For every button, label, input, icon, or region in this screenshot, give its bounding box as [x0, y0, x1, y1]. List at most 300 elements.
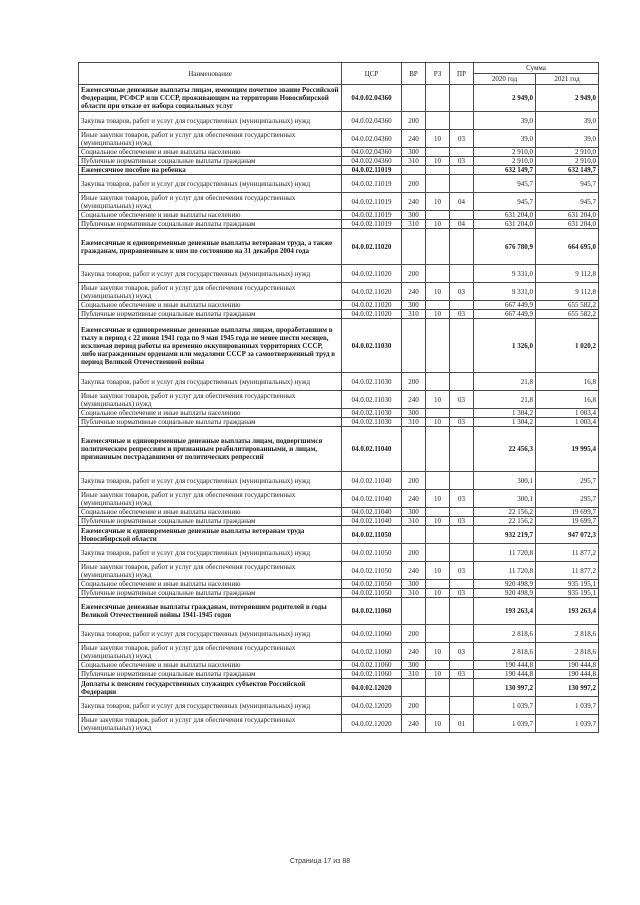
- row-pr: [450, 679, 474, 697]
- table-row: [79, 301, 599, 310]
- table-row: [79, 544, 599, 562]
- table-row: [79, 526, 599, 544]
- row-rz: [426, 625, 450, 643]
- row-name: Публичные нормативные социальные выплаты гражданам: [79, 310, 342, 319]
- row-name: Социальное обеспечение и иные выплаты населению: [79, 508, 342, 517]
- row-vr: 310: [402, 418, 426, 427]
- row-vr: 240: [402, 283, 426, 301]
- row-vr: 310: [402, 157, 426, 166]
- row-pr: [450, 373, 474, 391]
- row-csr: 04.0.02.11019: [342, 220, 402, 229]
- row-name: Публичные нормативные социальные выплаты гражданам: [79, 220, 342, 229]
- table-row: [79, 490, 599, 508]
- row-sum-2021: 947 072,3: [536, 526, 599, 544]
- row-vr: [402, 427, 426, 472]
- row-sum-2021: 130 997,2: [536, 679, 599, 697]
- row-csr: 04.0.02.11060: [342, 670, 402, 679]
- row-sum-2020: 945,7: [474, 193, 536, 211]
- row-name: Закупка товаров, работ и услуг для государственных (муниципальных) нужд: [79, 472, 342, 490]
- row-name: Ежемесячные и единовременные денежные выплаты ветеранам труда, а также гражданам, приравненным к ним по состоянию на 31 декабря 2004 года: [79, 229, 342, 265]
- row-csr: 04.0.02.11050: [342, 580, 402, 589]
- row-sum-2020: 190 444,8: [474, 661, 536, 670]
- table-row: [79, 148, 599, 157]
- row-csr: 04.0.02.11030: [342, 418, 402, 427]
- row-rz: 10: [426, 715, 450, 733]
- row-csr: 04.0.02.11030: [342, 373, 402, 391]
- row-pr: 03: [450, 517, 474, 526]
- row-sum-2020: 11 720,8: [474, 544, 536, 562]
- row-pr: [450, 508, 474, 517]
- row-sum-2021: 2 818,6: [536, 625, 599, 643]
- row-name: Иные закупки товаров, работ и услуг для обеспечения государственных (муниципальных) нужд: [79, 130, 342, 148]
- row-sum-2020: 22 156,2: [474, 508, 536, 517]
- row-vr: 300: [402, 580, 426, 589]
- row-name: Социальное обеспечение и иные выплаты населению: [79, 301, 342, 310]
- header-year-2021: 2021 год: [536, 74, 599, 85]
- row-sum-2020: 130 997,2: [474, 679, 536, 697]
- row-sum-2020: 300,1: [474, 472, 536, 490]
- table-row: [79, 580, 599, 589]
- row-name: Закупка товаров, работ и услуг для государственных (муниципальных) нужд: [79, 625, 342, 643]
- row-name: Закупка товаров, работ и услуг для государственных (муниципальных) нужд: [79, 544, 342, 562]
- row-pr: [450, 229, 474, 265]
- row-sum-2021: 16,8: [536, 373, 599, 391]
- row-csr: 04.0.02.11040: [342, 517, 402, 526]
- row-csr: 04.0.02.04360: [342, 112, 402, 130]
- row-vr: 310: [402, 670, 426, 679]
- table-row: [79, 472, 599, 490]
- row-sum-2021: 1 003,4: [536, 418, 599, 427]
- row-sum-2021: 945,7: [536, 175, 599, 193]
- table-row: [79, 310, 599, 319]
- row-sum-2021: 9 112,8: [536, 265, 599, 283]
- row-sum-2020: 22 156,2: [474, 517, 536, 526]
- row-vr: 300: [402, 148, 426, 157]
- row-vr: 240: [402, 643, 426, 661]
- row-vr: 300: [402, 211, 426, 220]
- row-pr: 04: [450, 220, 474, 229]
- row-sum-2021: 190 444,8: [536, 670, 599, 679]
- row-sum-2021: 11 877,2: [536, 562, 599, 580]
- row-sum-2020: 945,7: [474, 175, 536, 193]
- row-csr: 04.0.02.11030: [342, 409, 402, 418]
- table-row: [79, 193, 599, 211]
- row-pr: [450, 427, 474, 472]
- table-body: [79, 85, 599, 733]
- row-name: Ежемесячные денежные выплаты гражданам, потерявшим родителей в годы Великой Отечественной войны 1941-1945 годов: [79, 598, 342, 625]
- row-sum-2020: 2 818,6: [474, 625, 536, 643]
- row-vr: [402, 85, 426, 112]
- row-vr: 310: [402, 517, 426, 526]
- row-csr: 04.0.02.12020: [342, 715, 402, 733]
- table-row: [79, 517, 599, 526]
- row-sum-2021: 16,8: [536, 391, 599, 409]
- row-rz: [426, 661, 450, 670]
- row-rz: 10: [426, 517, 450, 526]
- table-row: [79, 625, 599, 643]
- row-sum-2021: 9 112,8: [536, 283, 599, 301]
- row-rz: [426, 580, 450, 589]
- row-rz: [426, 679, 450, 697]
- row-sum-2020: 932 219,7: [474, 526, 536, 544]
- row-sum-2020: 11 720,8: [474, 562, 536, 580]
- row-vr: 310: [402, 310, 426, 319]
- table-row: [79, 409, 599, 418]
- row-rz: 10: [426, 643, 450, 661]
- row-pr: [450, 580, 474, 589]
- row-sum-2021: 2 949,0: [536, 85, 599, 112]
- table-row: [79, 265, 599, 283]
- row-vr: 200: [402, 175, 426, 193]
- table-row: [79, 157, 599, 166]
- row-sum-2021: 935 195,1: [536, 580, 599, 589]
- row-rz: [426, 229, 450, 265]
- table-row: [79, 508, 599, 517]
- row-sum-2021: 11 877,2: [536, 544, 599, 562]
- row-rz: [426, 301, 450, 310]
- row-sum-2020: 39,0: [474, 130, 536, 148]
- row-rz: [426, 148, 450, 157]
- row-rz: 10: [426, 130, 450, 148]
- row-pr: 03: [450, 589, 474, 598]
- row-pr: 04: [450, 193, 474, 211]
- row-vr: 300: [402, 409, 426, 418]
- row-sum-2021: 631 204,0: [536, 211, 599, 220]
- row-name: Публичные нормативные социальные выплаты гражданам: [79, 418, 342, 427]
- row-pr: 03: [450, 283, 474, 301]
- row-name: Ежемесячные и единовременные денежные выплаты ветеранам труда Новосибирской области: [79, 526, 342, 544]
- row-csr: 04.0.02.11060: [342, 625, 402, 643]
- row-csr: 04.0.02.11040: [342, 472, 402, 490]
- row-csr: 04.0.02.11040: [342, 508, 402, 517]
- row-csr: 04.0.02.11019: [342, 193, 402, 211]
- row-sum-2021: 1 020,2: [536, 319, 599, 373]
- row-vr: 310: [402, 220, 426, 229]
- row-vr: 300: [402, 301, 426, 310]
- row-pr: 03: [450, 391, 474, 409]
- row-rz: 10: [426, 562, 450, 580]
- row-csr: 04.0.02.11050: [342, 589, 402, 598]
- row-sum-2021: 193 263,4: [536, 598, 599, 625]
- row-name: Социальное обеспечение и иные выплаты населению: [79, 211, 342, 220]
- row-sum-2020: 1 304,2: [474, 418, 536, 427]
- row-csr: 04.0.02.11050: [342, 544, 402, 562]
- row-vr: 200: [402, 373, 426, 391]
- row-vr: 310: [402, 589, 426, 598]
- row-sum-2020: 2 910,0: [474, 157, 536, 166]
- row-rz: [426, 409, 450, 418]
- budget-table-container: [78, 62, 598, 733]
- table-row: [79, 373, 599, 391]
- row-pr: [450, 319, 474, 373]
- row-name: Публичные нормативные социальные выплаты гражданам: [79, 670, 342, 679]
- row-vr: [402, 229, 426, 265]
- row-pr: 01: [450, 715, 474, 733]
- row-pr: [450, 175, 474, 193]
- row-sum-2020: 631 204,0: [474, 211, 536, 220]
- row-pr: [450, 85, 474, 112]
- row-rz: [426, 697, 450, 715]
- row-sum-2020: 300,1: [474, 490, 536, 508]
- table-row: [79, 643, 599, 661]
- row-vr: 200: [402, 697, 426, 715]
- row-pr: 03: [450, 157, 474, 166]
- row-csr: 04.0.02.11019: [342, 211, 402, 220]
- row-rz: [426, 544, 450, 562]
- row-rz: 10: [426, 490, 450, 508]
- row-csr: 04.0.02.11050: [342, 526, 402, 544]
- row-pr: 03: [450, 418, 474, 427]
- row-sum-2021: 655 582,2: [536, 310, 599, 319]
- row-csr: 04.0.02.11040: [342, 490, 402, 508]
- table-row: [79, 283, 599, 301]
- row-sum-2020: 9 331,0: [474, 265, 536, 283]
- row-pr: [450, 526, 474, 544]
- row-vr: 240: [402, 490, 426, 508]
- page-number: Страница 17 из 88: [289, 858, 351, 865]
- row-pr: [450, 148, 474, 157]
- row-rz: [426, 526, 450, 544]
- row-vr: 200: [402, 544, 426, 562]
- table-row: [79, 175, 599, 193]
- table-row: [79, 418, 599, 427]
- row-sum-2020: 1 304,2: [474, 409, 536, 418]
- row-name: Публичные нормативные социальные выплаты гражданам: [79, 589, 342, 598]
- row-vr: 200: [402, 265, 426, 283]
- row-sum-2021: 1 039,7: [536, 697, 599, 715]
- header-year-2020: 2020 год: [474, 74, 536, 85]
- row-vr: 240: [402, 391, 426, 409]
- table-row: [79, 715, 599, 733]
- row-pr: [450, 112, 474, 130]
- row-pr: 03: [450, 643, 474, 661]
- row-rz: [426, 598, 450, 625]
- row-csr: 04.0.02.12020: [342, 679, 402, 697]
- header-csr: ЦСР: [342, 63, 402, 85]
- row-sum-2020: 920 498,9: [474, 589, 536, 598]
- row-pr: [450, 409, 474, 418]
- row-sum-2021: 655 582,2: [536, 301, 599, 310]
- row-sum-2021: 19 995,4: [536, 427, 599, 472]
- row-sum-2020: 2 949,0: [474, 85, 536, 112]
- row-pr: 03: [450, 130, 474, 148]
- row-sum-2020: 193 263,4: [474, 598, 536, 625]
- row-sum-2021: 631 204,0: [536, 220, 599, 229]
- row-vr: 300: [402, 508, 426, 517]
- row-name: Ежемесячные и единовременные денежные выплаты лицам, проработавшим в тылу в период с 22 июня 1941 года по 9 мая 1945 года не менее шести месяцев, исключая период работы на временно оккупированных территориях СССР, либо награжденным орденами или медалями СССР за самоотверженный труд в период Великой Отечественной войны: [79, 319, 342, 373]
- table-row: [79, 112, 599, 130]
- row-sum-2020: 632 149,7: [474, 166, 536, 175]
- table-row: [79, 697, 599, 715]
- table-row: [79, 130, 599, 148]
- header-sum: Сумма: [474, 63, 599, 74]
- row-sum-2021: 1 039,7: [536, 715, 599, 733]
- row-sum-2021: 935 195,1: [536, 589, 599, 598]
- row-csr: 04.0.02.12020: [342, 697, 402, 715]
- row-sum-2020: 22 456,3: [474, 427, 536, 472]
- row-vr: [402, 166, 426, 175]
- table-row: [79, 211, 599, 220]
- row-vr: 240: [402, 130, 426, 148]
- row-sum-2021: 632 149,7: [536, 166, 599, 175]
- table-row: [79, 166, 599, 175]
- row-rz: [426, 427, 450, 472]
- row-pr: [450, 211, 474, 220]
- row-rz: [426, 508, 450, 517]
- row-csr: 04.0.02.11060: [342, 643, 402, 661]
- row-sum-2021: 664 695,0: [536, 229, 599, 265]
- row-sum-2020: 676 780,9: [474, 229, 536, 265]
- row-vr: 200: [402, 625, 426, 643]
- row-csr: 04.0.02.11020: [342, 265, 402, 283]
- row-name: Закупка товаров, работ и услуг для государственных (муниципальных) нужд: [79, 175, 342, 193]
- row-vr: [402, 526, 426, 544]
- row-sum-2020: 2 818,6: [474, 643, 536, 661]
- table-row: [79, 598, 599, 625]
- header-vr: ВР: [402, 63, 426, 85]
- row-csr: 04.0.02.04360: [342, 130, 402, 148]
- row-sum-2020: 1 039,7: [474, 715, 536, 733]
- row-pr: [450, 661, 474, 670]
- row-sum-2020: 9 331,0: [474, 283, 536, 301]
- row-name: Иные закупки товаров, работ и услуг для обеспечения государственных (муниципальных) нужд: [79, 283, 342, 301]
- row-pr: [450, 544, 474, 562]
- row-pr: [450, 598, 474, 625]
- row-rz: [426, 319, 450, 373]
- row-rz: [426, 112, 450, 130]
- row-rz: 10: [426, 157, 450, 166]
- row-csr: 04.0.02.11020: [342, 310, 402, 319]
- row-name: Ежемесячные денежные выплаты лицам, имеющим почетное звание Российской Федерации, РСФСР или СССР, проживающим на территории Новосибирской области при отказе от набора социальных услуг: [79, 85, 342, 112]
- row-csr: 04.0.02.11060: [342, 661, 402, 670]
- table-row: [79, 391, 599, 409]
- row-vr: [402, 598, 426, 625]
- row-vr: [402, 679, 426, 697]
- row-csr: 04.0.02.11020: [342, 283, 402, 301]
- row-name: Социальное обеспечение и иные выплаты населению: [79, 409, 342, 418]
- row-name: Публичные нормативные социальные выплаты гражданам: [79, 157, 342, 166]
- row-sum-2020: 39,0: [474, 112, 536, 130]
- row-vr: 300: [402, 661, 426, 670]
- row-sum-2020: 631 204,0: [474, 220, 536, 229]
- row-name: Ежемесячные и единовременные денежные выплаты лицам, подвергшимся политическим репрессиям и признанным реабилитированными, и лицам, признанным пострадавшими от политических репрессий: [79, 427, 342, 472]
- row-name: Доплаты к пенсиям государственных служащих субъектов Российской Федерации: [79, 679, 342, 697]
- row-pr: [450, 265, 474, 283]
- row-csr: 04.0.02.11050: [342, 562, 402, 580]
- row-pr: 03: [450, 310, 474, 319]
- row-sum-2021: 2 910,0: [536, 157, 599, 166]
- row-name: Иные закупки товаров, работ и услуг для обеспечения государственных (муниципальных) нужд: [79, 643, 342, 661]
- table-row: [79, 562, 599, 580]
- row-rz: 10: [426, 310, 450, 319]
- row-sum-2021: 1 003,4: [536, 409, 599, 418]
- row-rz: [426, 175, 450, 193]
- row-name: Иные закупки товаров, работ и услуг для обеспечения государственных (муниципальных) нужд: [79, 391, 342, 409]
- row-rz: 10: [426, 220, 450, 229]
- row-sum-2020: 21,8: [474, 391, 536, 409]
- table-row: [79, 85, 599, 112]
- row-name: Иные закупки товаров, работ и услуг для обеспечения государственных (муниципальных) нужд: [79, 562, 342, 580]
- table-row: [79, 220, 599, 229]
- row-csr: 04.0.02.11019: [342, 166, 402, 175]
- row-pr: 03: [450, 490, 474, 508]
- row-sum-2021: 39,0: [536, 130, 599, 148]
- table-row: [79, 427, 599, 472]
- row-vr: [402, 319, 426, 373]
- row-sum-2020: 920 498,9: [474, 580, 536, 589]
- row-vr: 200: [402, 112, 426, 130]
- row-csr: 04.0.02.04360: [342, 148, 402, 157]
- row-name: Иные закупки товаров, работ и услуг для обеспечения государственных (муниципальных) нужд: [79, 715, 342, 733]
- row-name: Социальное обеспечение и иные выплаты населению: [79, 148, 342, 157]
- row-rz: 10: [426, 193, 450, 211]
- row-csr: 04.0.02.11019: [342, 175, 402, 193]
- row-vr: 240: [402, 562, 426, 580]
- row-sum-2020: 190 444,8: [474, 670, 536, 679]
- table-row: [79, 319, 599, 373]
- row-sum-2020: 1 039,7: [474, 697, 536, 715]
- row-name: Закупка товаров, работ и услуг для государственных (муниципальных) нужд: [79, 112, 342, 130]
- row-name: Закупка товаров, работ и услуг для государственных (муниципальных) нужд: [79, 697, 342, 715]
- row-name: Социальное обеспечение и иные выплаты населению: [79, 661, 342, 670]
- row-sum-2021: 945,7: [536, 193, 599, 211]
- row-sum-2021: 295,7: [536, 490, 599, 508]
- row-sum-2020: 1 326,0: [474, 319, 536, 373]
- row-sum-2020: 667 449,9: [474, 301, 536, 310]
- row-rz: [426, 166, 450, 175]
- row-sum-2021: 39,0: [536, 112, 599, 130]
- row-name: Социальное обеспечение и иные выплаты населению: [79, 580, 342, 589]
- row-sum-2021: 2 818,6: [536, 643, 599, 661]
- row-csr: 04.0.02.11020: [342, 229, 402, 265]
- row-rz: [426, 85, 450, 112]
- row-sum-2021: 190 444,8: [536, 661, 599, 670]
- table-row: [79, 679, 599, 697]
- row-sum-2020: 667 449,9: [474, 310, 536, 319]
- row-vr: 240: [402, 715, 426, 733]
- row-pr: [450, 301, 474, 310]
- row-pr: [450, 697, 474, 715]
- row-name: Закупка товаров, работ и услуг для государственных (муниципальных) нужд: [79, 265, 342, 283]
- row-pr: [450, 166, 474, 175]
- header-pr: ПР: [450, 63, 474, 85]
- table-row: [79, 661, 599, 670]
- row-rz: 10: [426, 670, 450, 679]
- row-vr: 200: [402, 472, 426, 490]
- row-rz: [426, 265, 450, 283]
- row-sum-2021: 19 699,7: [536, 517, 599, 526]
- row-pr: 03: [450, 670, 474, 679]
- row-rz: [426, 373, 450, 391]
- row-vr: 240: [402, 193, 426, 211]
- row-rz: 10: [426, 391, 450, 409]
- row-sum-2020: 21,8: [474, 373, 536, 391]
- row-rz: 10: [426, 283, 450, 301]
- budget-table: [78, 62, 599, 733]
- row-name: Иные закупки товаров, работ и услуг для обеспечения государственных (муниципальных) нужд: [79, 193, 342, 211]
- header-rz: РЗ: [426, 63, 450, 85]
- row-csr: 04.0.02.11030: [342, 391, 402, 409]
- row-pr: 03: [450, 562, 474, 580]
- row-csr: 04.0.02.11040: [342, 427, 402, 472]
- row-csr: 04.0.02.11020: [342, 301, 402, 310]
- row-sum-2021: 2 910,0: [536, 148, 599, 157]
- table-row: [79, 589, 599, 598]
- row-name: Ежемесячное пособие на ребенка: [79, 166, 342, 175]
- row-rz: [426, 211, 450, 220]
- table-row: [79, 670, 599, 679]
- row-csr: 04.0.02.04360: [342, 157, 402, 166]
